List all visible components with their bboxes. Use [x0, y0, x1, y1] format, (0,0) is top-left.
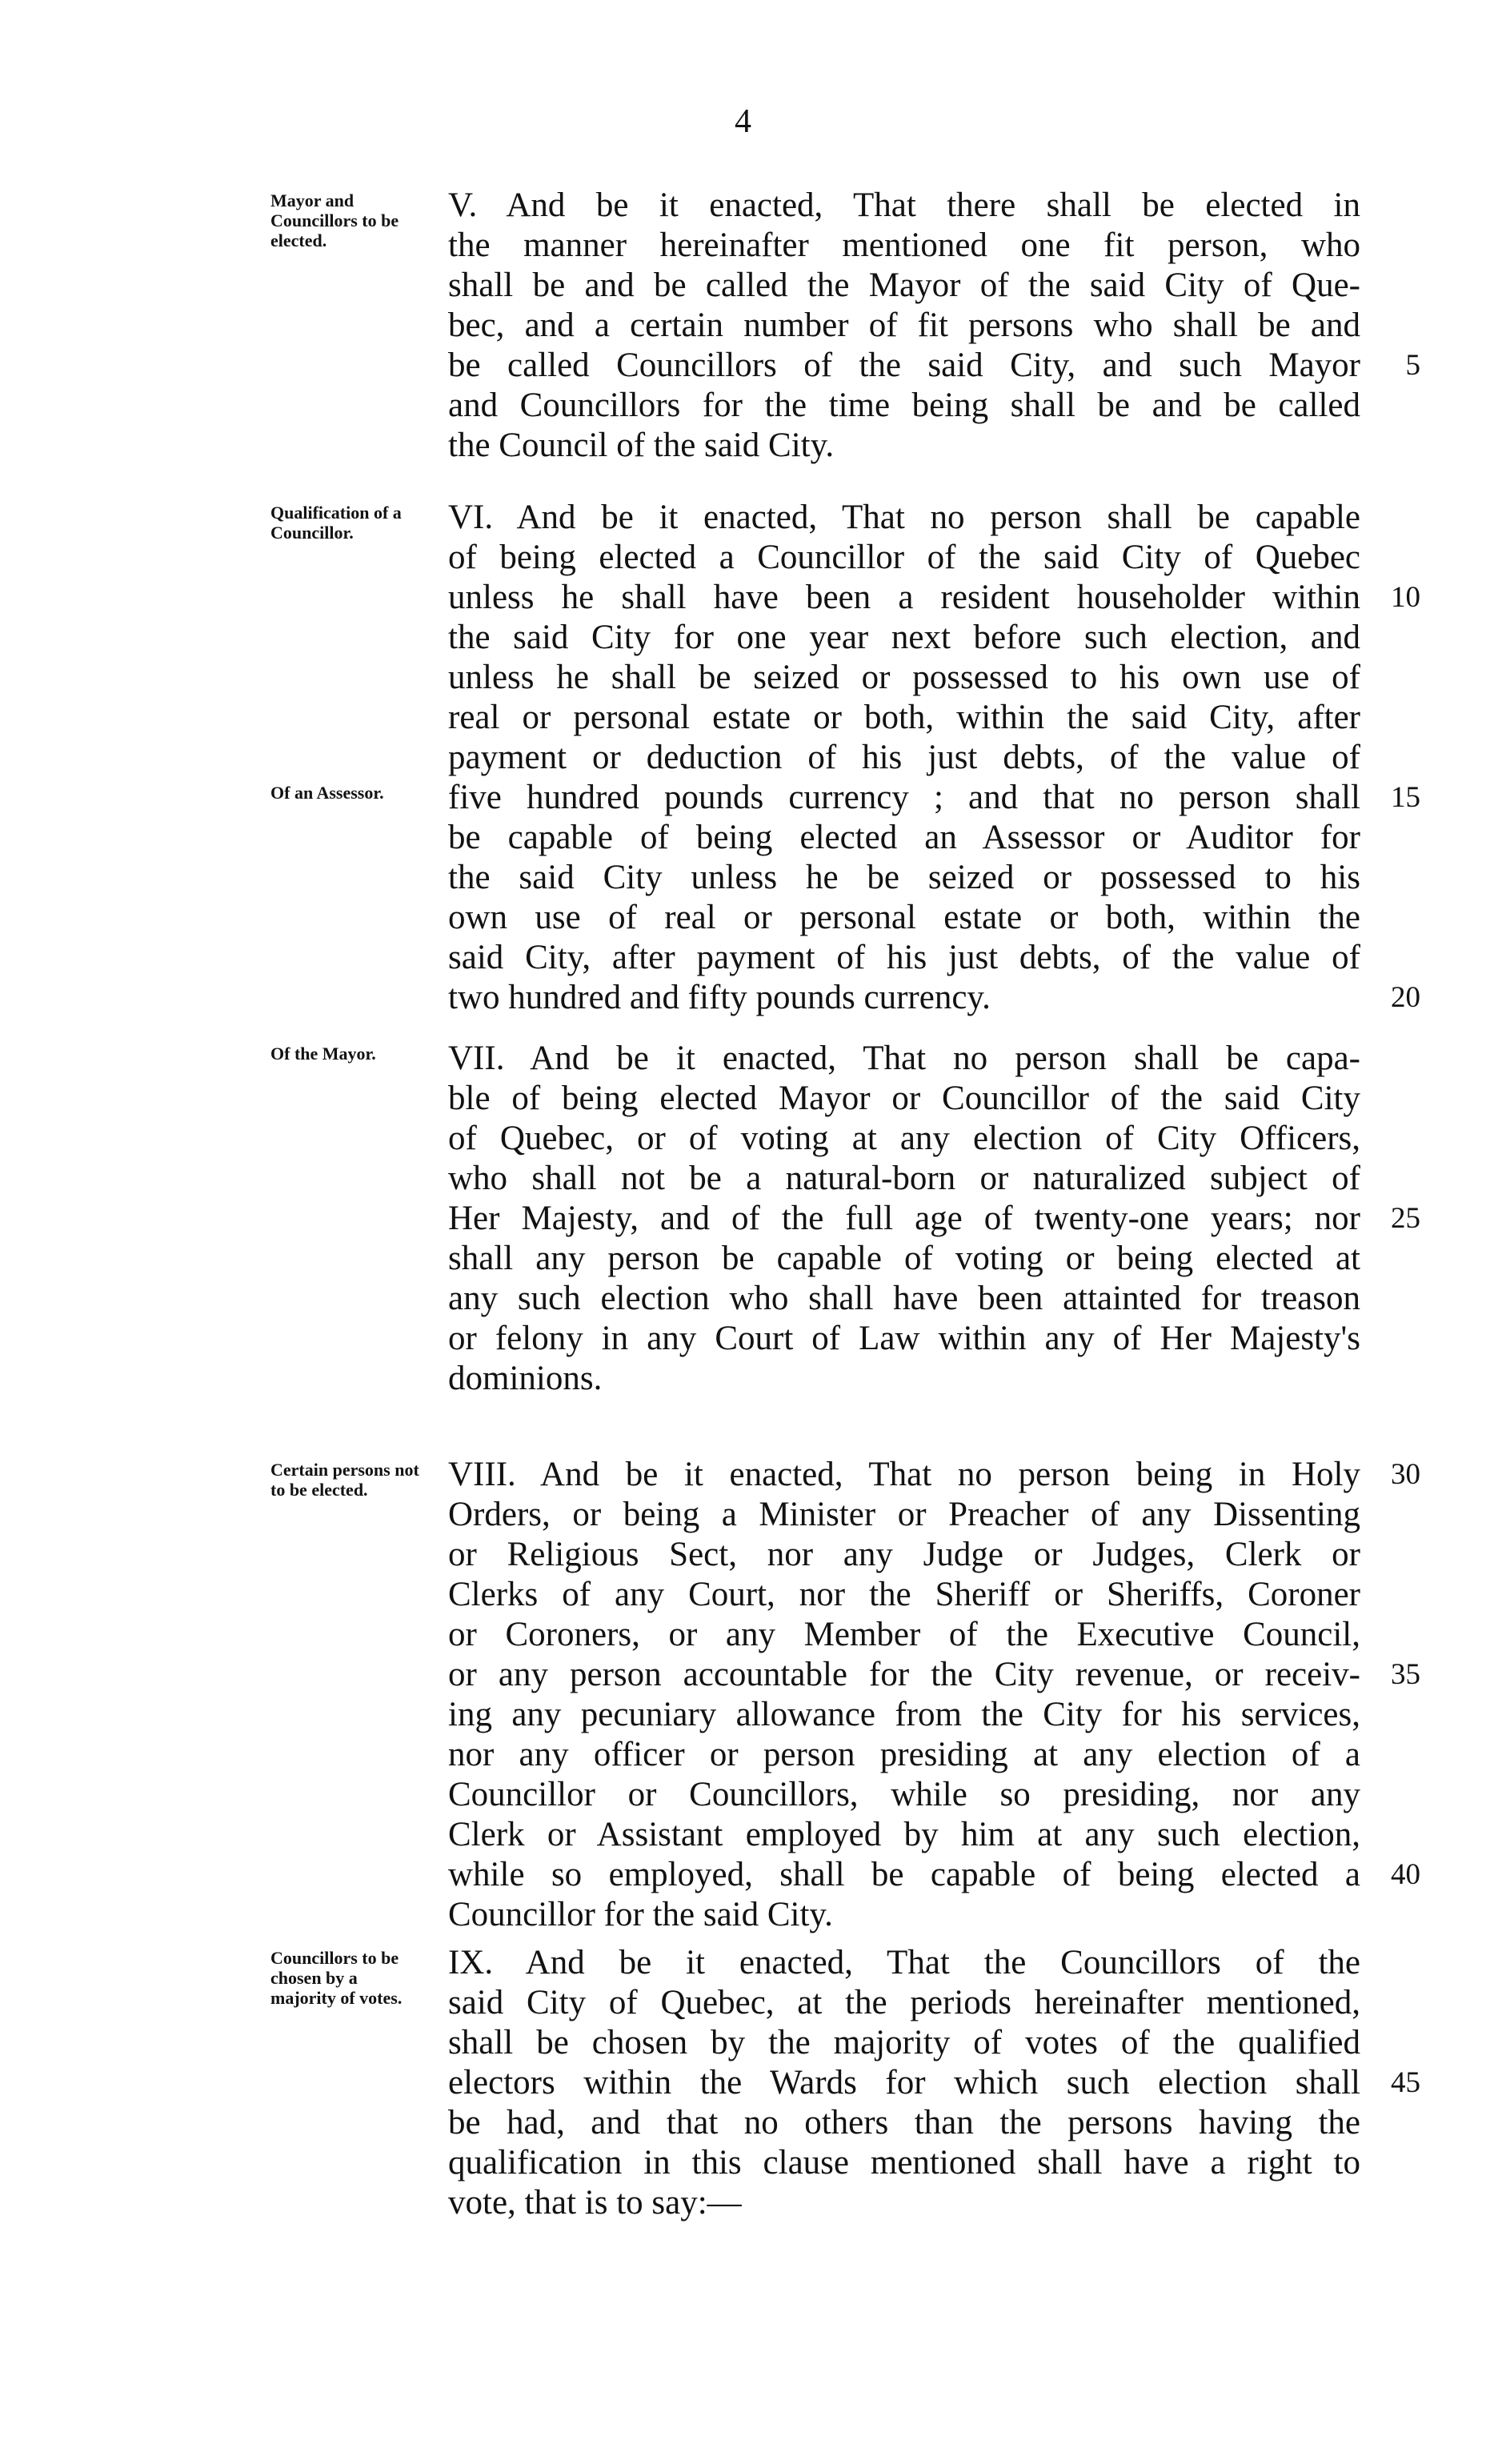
- text-line: said City of Quebec, at the periods hereinafter mentioned,: [448, 1984, 1360, 2021]
- margin-note: Certain persons not to be elected.: [270, 1460, 419, 1500]
- line-number: 5: [1405, 349, 1420, 382]
- text-line: ble of being elected Mayor or Councillor of the said City: [448, 1080, 1360, 1117]
- text-line: real or personal estate or both, within the said City, after: [448, 699, 1360, 736]
- margin-note: Of the Mayor.: [270, 1044, 376, 1064]
- text-line: electors within the Wards for which such election shall: [448, 2064, 1360, 2101]
- text-line: VI. And be it enacted, That no person shall be capable: [448, 499, 1360, 536]
- text-line: unless he shall have been a resident householder within: [448, 579, 1360, 616]
- text-line: five hundred pounds currency ; and that no person shall: [448, 779, 1360, 816]
- text-line: or any person accountable for the City revenue, or receiv-: [448, 1656, 1360, 1693]
- text-line: nor any officer or person presiding at any election of a: [448, 1736, 1360, 1773]
- line-number: 45: [1391, 2066, 1420, 2099]
- line-number: 40: [1391, 1858, 1420, 1891]
- text-line: the said City unless he be seized or possessed to his: [448, 859, 1360, 896]
- text-line: the Council of the said City.: [448, 427, 835, 464]
- text-line: Orders, or being a Minister or Preacher of any Dissenting: [448, 1496, 1360, 1533]
- text-line: bec, and a certain number of fit persons who shall be and: [448, 306, 1360, 344]
- text-line: Clerks of any Court, nor the Sheriff or Sheriffs, Coroner: [448, 1576, 1360, 1613]
- text-line: payment or deduction of his just debts, of the value of: [448, 739, 1360, 776]
- text-line: VII. And be it enacted, That no person shall be capa-: [448, 1040, 1360, 1077]
- text-line: of being elected a Councillor of the said City of Quebec: [448, 539, 1360, 576]
- text-line: ing any pecuniary allowance from the City for his services,: [448, 1696, 1360, 1733]
- text-line: V. And be it enacted, That there shall be elected in: [448, 186, 1360, 224]
- text-line: or Coroners, or any Member of the Executive Council,: [448, 1616, 1360, 1653]
- text-line: own use of real or personal estate or both, within the: [448, 899, 1360, 936]
- page-number: 4: [735, 103, 751, 140]
- text-line: be capable of being elected an Assessor or Auditor for: [448, 819, 1360, 856]
- text-line: Councillor or Councillors, while so presiding, nor any: [448, 1776, 1360, 1813]
- text-line: said City, after payment of his just debts, of the value of: [448, 939, 1360, 976]
- text-line: who shall not be a natural-born or naturalized subject of: [448, 1160, 1360, 1197]
- text-line: be called Councillors of the said City, and such Mayor: [448, 347, 1360, 384]
- text-line: Clerk or Assistant employed by him at any such election,: [448, 1816, 1360, 1853]
- text-line: the manner hereinafter mentioned one fit person, who: [448, 226, 1360, 264]
- text-line: while so employed, shall be capable of being elected a: [448, 1856, 1360, 1893]
- margin-note: Councillors to be chosen by a majority of votes.: [270, 1948, 403, 2008]
- margin-note: Mayor and Councillors to be elected.: [270, 190, 399, 250]
- text-line: shall be chosen by the majority of votes of the qualified: [448, 2024, 1360, 2061]
- text-line: qualification in this clause mentioned shall have a right to: [448, 2144, 1360, 2182]
- text-line: Councillor for the said City.: [448, 1896, 833, 1933]
- text-line: dominions.: [448, 1360, 603, 1397]
- text-line: IX. And be it enacted, That the Councillors of the: [448, 1944, 1360, 1981]
- margin-note: Qualification of a Councillor.: [270, 503, 402, 543]
- text-line: VIII. And be it enacted, That no person being in Holy: [448, 1456, 1360, 1493]
- line-number: 30: [1391, 1458, 1420, 1491]
- line-number: 10: [1391, 581, 1420, 614]
- text-line: Her Majesty, and of the full age of twenty-one years; nor: [448, 1200, 1360, 1237]
- text-line: or Religious Sect, nor any Judge or Judges, Clerk or: [448, 1536, 1360, 1573]
- text-line: or felony in any Court of Law within any of Her Majesty's: [448, 1320, 1360, 1357]
- line-number: 35: [1391, 1658, 1420, 1691]
- text-line: any such election who shall have been attainted for treason: [448, 1280, 1360, 1317]
- text-line: and Councillors for the time being shall be and be called: [448, 387, 1360, 424]
- line-number: 25: [1391, 1202, 1420, 1235]
- text-line: two hundred and fifty pounds currency.: [448, 979, 991, 1016]
- margin-note: Of an Assessor.: [270, 783, 384, 803]
- text-line: of Quebec, or of voting at any election of City Officers,: [448, 1120, 1360, 1157]
- text-line: vote, that is to say:—: [448, 2184, 742, 2222]
- text-line: the said City for one year next before such election, and: [448, 619, 1360, 656]
- text-line: shall be and be called the Mayor of the said City of Que-: [448, 266, 1360, 304]
- text-line: be had, and that no others than the persons having the: [448, 2104, 1360, 2141]
- text-line: shall any person be capable of voting or being elected at: [448, 1240, 1360, 1277]
- text-line: unless he shall be seized or possessed to his own use of: [448, 659, 1360, 696]
- line-number: 15: [1391, 781, 1420, 814]
- line-number: 20: [1391, 981, 1420, 1014]
